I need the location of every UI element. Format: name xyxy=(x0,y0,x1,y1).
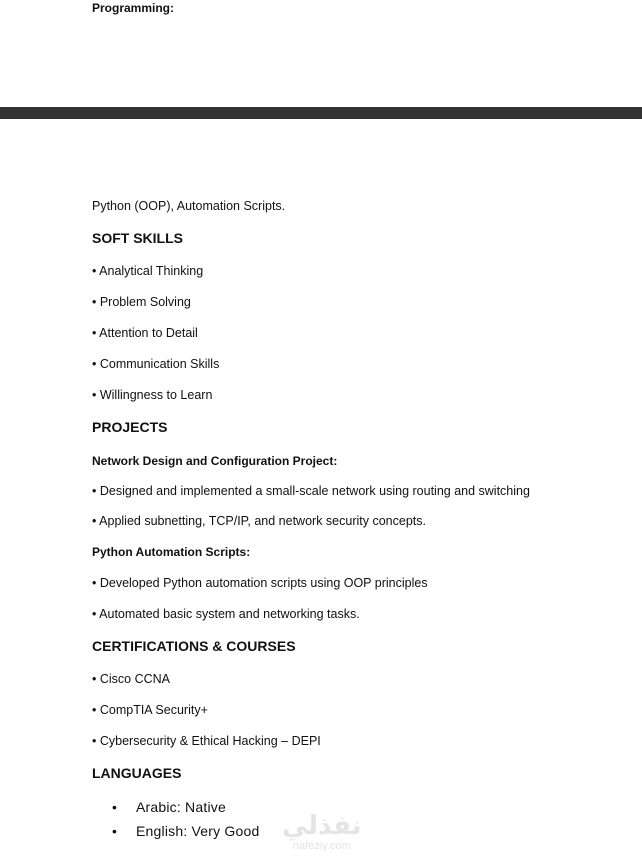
list-item: • Attention to Detail xyxy=(92,326,198,340)
projects-heading: PROJECTS xyxy=(92,419,168,435)
languages-heading: LANGUAGES xyxy=(92,765,182,781)
list-item: • Developed Python automation scripts using OOP principles xyxy=(92,576,428,590)
list-item: • Cybersecurity & Ethical Hacking – DEPI xyxy=(92,734,321,748)
bullet-icon: • xyxy=(112,823,118,839)
watermark-logo xyxy=(282,812,362,852)
soft-skills-heading: SOFT SKILLS xyxy=(92,230,183,246)
page-break-divider xyxy=(0,107,642,119)
watermark-latin: nafezly.com xyxy=(292,840,351,852)
list-item: • Automated basic system and networking tasks. xyxy=(92,607,360,621)
list-item: • Analytical Thinking xyxy=(92,264,204,278)
language-english: English: Very Good xyxy=(136,823,260,839)
project-title: Python Automation Scripts: xyxy=(92,545,251,559)
list-item: • Designed and implemented a small-scale network using routing and switching xyxy=(92,484,530,498)
list-item: • Cisco CCNA xyxy=(92,672,170,686)
project-title: Network Design and Configuration Project: xyxy=(92,454,338,468)
bullet-icon: • xyxy=(112,799,118,815)
certifications-heading: CERTIFICATIONS & COURSES xyxy=(92,638,296,654)
programming-label: Programming: xyxy=(92,1,175,15)
language-arabic: Arabic: Native xyxy=(136,799,226,815)
list-item: • Applied subnetting, TCP/IP, and network security concepts. xyxy=(92,514,426,528)
list-item xyxy=(112,799,226,815)
list-item: • Problem Solving xyxy=(92,295,191,309)
list-item xyxy=(112,823,259,839)
list-item: • CompTIA Security+ xyxy=(92,703,208,717)
programming-value: Python (OOP), Automation Scripts. xyxy=(92,199,286,213)
list-item: • Willingness to Learn xyxy=(92,388,213,402)
list-item: • Communication Skills xyxy=(92,357,220,371)
watermark-arabic: نفذلي xyxy=(282,811,362,841)
